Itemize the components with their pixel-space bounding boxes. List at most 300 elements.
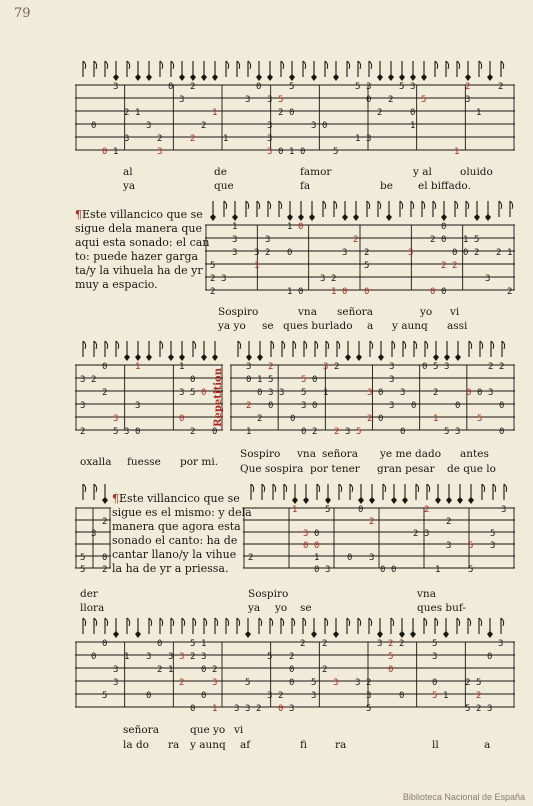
- rhythm-note-head: [102, 497, 108, 504]
- rhythm-note-head: [421, 74, 427, 81]
- fret-number: 0: [201, 665, 207, 675]
- fret-number: 1: [292, 505, 298, 515]
- fret-number: 5: [311, 678, 317, 688]
- fret-number: 5: [245, 678, 251, 688]
- fret-number: 5: [444, 427, 450, 437]
- fret-number: 3: [408, 248, 414, 258]
- tablature-system-3b: [230, 335, 515, 450]
- fret-number: 3: [325, 565, 331, 575]
- fret-number: 5: [268, 375, 274, 385]
- fret-number: 3: [246, 362, 252, 372]
- lyric-line: yo: [275, 602, 288, 614]
- lyric-line: fi: [300, 739, 308, 751]
- fret-number: 3: [487, 704, 493, 714]
- fret-number: 1: [232, 222, 238, 232]
- fret-number: 0: [312, 375, 318, 385]
- fret-number: 5: [301, 375, 307, 385]
- fret-number: 5: [190, 388, 196, 398]
- fret-number: 3: [279, 388, 285, 398]
- fret-number: 0: [278, 704, 284, 714]
- fret-number: 2: [248, 553, 254, 563]
- fret-number: 5: [432, 691, 438, 701]
- fret-number: 3: [490, 541, 496, 551]
- fret-number: 0: [190, 704, 196, 714]
- tablature-system-5: [75, 612, 515, 722]
- fret-number: 1: [201, 639, 207, 649]
- fret-number: 2: [190, 427, 196, 437]
- fret-number: 2: [256, 704, 262, 714]
- fret-number: 3: [113, 678, 119, 688]
- rhythm-note-head: [201, 74, 207, 81]
- rhythm-note-head: [311, 74, 317, 81]
- fret-number: 2: [102, 388, 108, 398]
- fret-number: 3: [265, 235, 271, 245]
- rhythm-note-head: [345, 354, 351, 361]
- fret-number: 0: [455, 401, 461, 411]
- fret-number: 3: [267, 95, 273, 105]
- fret-number: 1: [124, 652, 130, 662]
- lyric-line: ye me dado: [380, 448, 442, 460]
- lyric-line: de: [214, 166, 227, 178]
- fret-number: 1: [113, 147, 119, 157]
- fret-number: 3: [498, 639, 504, 649]
- fret-number: 5: [490, 529, 496, 539]
- note-line: sigue es el mismo: y dela: [112, 506, 252, 519]
- fret-number: 5: [267, 652, 273, 662]
- rhythm-note-head: [289, 74, 295, 81]
- fret-number: 1: [323, 388, 329, 398]
- rhythm-note-head: [443, 631, 449, 638]
- fret-number: 5: [102, 691, 108, 701]
- lyric-line: ques buf-: [417, 602, 466, 614]
- fret-number: 2: [289, 652, 295, 662]
- fret-number: 1: [507, 248, 513, 258]
- fret-number: 0: [432, 678, 438, 688]
- lyric-line: ra: [168, 739, 180, 751]
- fret-number: 0: [102, 362, 108, 372]
- rhythm-note-head: [377, 74, 383, 81]
- rhythm-note-head: [333, 74, 339, 81]
- fret-number: 0: [102, 553, 108, 563]
- note-line: muy a espacio.: [75, 278, 158, 291]
- fret-number: 5: [356, 427, 362, 437]
- fret-number: 0: [400, 427, 406, 437]
- fret-number: 0: [380, 565, 386, 575]
- fret-number: 2: [246, 401, 252, 411]
- lyric-line: af: [240, 739, 251, 751]
- fret-number: 0: [391, 565, 397, 575]
- fret-number: 3: [424, 529, 430, 539]
- fret-number: 3: [80, 401, 86, 411]
- note-line: ¶Este villancico que se: [75, 208, 203, 221]
- fret-number: 2: [366, 678, 372, 688]
- lyric-line: vi: [450, 306, 460, 318]
- fret-number: 3: [268, 388, 274, 398]
- fret-number: 2: [388, 639, 394, 649]
- fret-number: 3: [124, 427, 130, 437]
- fret-number: 5: [468, 565, 474, 575]
- rhythm-note-head: [190, 74, 196, 81]
- fret-number: 0: [190, 375, 196, 385]
- fret-number: 3: [455, 427, 461, 437]
- fret-number: 2: [474, 248, 480, 258]
- rhythm-note-head: [245, 631, 251, 638]
- fret-number: 2: [212, 665, 218, 675]
- rhythm-note-head: [212, 354, 218, 361]
- fret-number: 2: [190, 652, 196, 662]
- fret-number: 2: [102, 517, 108, 527]
- lyric-line: assi: [447, 320, 468, 332]
- fret-number: 2: [377, 108, 383, 118]
- lyric-line: y al: [413, 166, 432, 178]
- fret-number: 2: [446, 517, 452, 527]
- rhythm-note-head: [369, 497, 375, 504]
- fret-number: 5: [80, 565, 86, 575]
- fret-number: 0: [278, 147, 284, 157]
- rhythm-note-head: [457, 497, 463, 504]
- fret-number: 1: [168, 665, 174, 675]
- fret-number: 5: [325, 505, 331, 515]
- fret-number: 3: [267, 134, 273, 144]
- rhythm-note-head: [124, 354, 130, 361]
- lyric-line: al: [123, 166, 133, 178]
- fret-number: 0: [289, 108, 295, 118]
- fret-number: 2: [80, 427, 86, 437]
- fret-number: 5: [190, 639, 196, 649]
- lyric-line: oxalla: [80, 456, 112, 468]
- lyric-line: ll: [432, 739, 439, 751]
- fret-number: 3: [389, 401, 395, 411]
- lyric-line: llora: [80, 602, 105, 614]
- fret-number: 3: [135, 401, 141, 411]
- fret-number: 2: [278, 691, 284, 701]
- rhythm-note-head: [402, 497, 408, 504]
- fret-number: 2: [210, 274, 216, 284]
- fret-number: 0: [256, 82, 262, 92]
- rhythm-note-head: [232, 214, 238, 221]
- fret-number: 2: [388, 95, 394, 105]
- lyric-line: yo: [420, 306, 433, 318]
- fret-number: 5: [477, 414, 483, 424]
- lyric-line: yo: [213, 724, 226, 736]
- fret-number: 0: [201, 388, 207, 398]
- fret-number: 0: [430, 287, 436, 297]
- fret-number: 2: [452, 261, 458, 271]
- fret-number: 0: [411, 401, 417, 411]
- rhythm-note-head: [388, 74, 394, 81]
- fret-number: 0: [342, 287, 348, 297]
- fret-number: 2: [367, 414, 373, 424]
- fret-number: 0: [347, 553, 353, 563]
- fret-number: 3: [366, 82, 372, 92]
- fret-number: 1: [476, 108, 482, 118]
- lyric-line: a: [484, 739, 491, 751]
- tablature-system-3a: [75, 335, 223, 450]
- fret-number: 0: [287, 248, 293, 258]
- fret-number: 2: [496, 248, 502, 258]
- fret-number: 0: [135, 427, 141, 437]
- rhythm-note-head: [135, 631, 141, 638]
- fret-number: 2: [300, 639, 306, 649]
- tablature-system-2: [205, 195, 515, 305]
- fret-number: 5: [80, 553, 86, 563]
- fret-number: 2: [322, 639, 328, 649]
- fret-number: 0: [399, 691, 405, 701]
- lyric-line: el biffado.: [418, 180, 471, 192]
- note-line: la ha de yr a priessa.: [112, 562, 229, 575]
- fret-number: 2: [278, 108, 284, 118]
- fret-number: 0: [298, 287, 304, 297]
- fret-number: 0: [146, 691, 152, 701]
- lyric-line: vna: [298, 306, 317, 318]
- lyric-line: ya: [248, 602, 261, 614]
- rhythm-note-head: [135, 74, 141, 81]
- lyric-line: señora: [322, 448, 358, 460]
- fret-number: 0: [212, 427, 218, 437]
- fret-number: 3: [201, 652, 207, 662]
- fret-number: 3: [91, 529, 97, 539]
- fret-number: 2: [102, 565, 108, 575]
- rhythm-note-head: [146, 74, 152, 81]
- rhythm-note-head: [298, 214, 304, 221]
- tablature-system-1: [75, 55, 515, 165]
- lyric-line: que: [214, 180, 234, 192]
- fret-number: 2: [265, 248, 271, 258]
- rhythm-note-head: [212, 74, 218, 81]
- fret-number: 2: [268, 362, 274, 372]
- fret-number: 5: [474, 235, 480, 245]
- lyric-line: oluido: [460, 166, 493, 178]
- lyric-line: ques burlado: [283, 320, 353, 332]
- fret-number: 2: [91, 375, 97, 385]
- fret-number: 2: [157, 665, 163, 675]
- rhythm-note-head: [135, 354, 141, 361]
- rhythm-note-head: [474, 214, 480, 221]
- fret-number: 2: [190, 134, 196, 144]
- tablature-system-4a: [75, 478, 111, 578]
- fret-number: 3: [124, 134, 130, 144]
- fret-number: 3: [501, 505, 507, 515]
- fret-number: 3: [146, 652, 152, 662]
- lyric-line: Sospiro: [218, 306, 259, 318]
- lyric-line: Que sospira: [240, 463, 304, 475]
- fret-number: 3: [366, 691, 372, 701]
- fret-number: 0: [322, 121, 328, 131]
- fret-number: 5: [355, 82, 361, 92]
- rhythm-note-head: [311, 631, 317, 638]
- fret-number: 0: [290, 414, 296, 424]
- fret-number: 5: [476, 678, 482, 688]
- rhythm-note-head: [287, 214, 293, 221]
- fret-number: 3: [311, 121, 317, 131]
- rhythm-note-head: [377, 631, 383, 638]
- fret-number: 2: [157, 134, 163, 144]
- lyric-line: señora: [337, 306, 373, 318]
- lyric-line: vi: [234, 724, 244, 736]
- fret-number: 2: [334, 362, 340, 372]
- fret-number: 1: [223, 134, 229, 144]
- rhythm-note-head: [485, 214, 491, 221]
- folio-number: 79: [14, 6, 31, 21]
- rhythm-note-head: [356, 354, 362, 361]
- fret-number: 0: [314, 565, 320, 575]
- rhythm-note-head: [179, 74, 185, 81]
- fret-number: 0: [441, 222, 447, 232]
- fret-number: 0: [312, 401, 318, 411]
- lyric-line: fuesse: [127, 456, 161, 468]
- fret-number: 0: [441, 287, 447, 297]
- fret-number: 1: [287, 287, 293, 297]
- rhythm-note-head: [292, 497, 298, 504]
- fret-number: 3: [323, 362, 329, 372]
- fret-number: 1: [246, 427, 252, 437]
- rhythm-note-head: [113, 74, 119, 81]
- note-line: ta/y la vihuela ha de yr: [75, 264, 203, 277]
- fret-number: 2: [312, 427, 318, 437]
- rhythm-note-head: [246, 354, 252, 361]
- fret-number: 2: [413, 529, 419, 539]
- lyric-line: antes: [460, 448, 489, 460]
- lyric-line: se: [300, 602, 312, 614]
- note-line: cantar llano/y la vihue: [112, 548, 237, 561]
- fret-number: 1: [135, 108, 141, 118]
- lyric-line: ra: [335, 739, 347, 751]
- fret-number: 0: [91, 121, 97, 131]
- rhythm-note-head: [441, 214, 447, 221]
- rhythm-note-head: [378, 354, 384, 361]
- fret-number: 3: [389, 375, 395, 385]
- note-line: manera que agora esta: [112, 520, 241, 533]
- fret-number: 5: [333, 147, 339, 157]
- fret-number: 0: [246, 375, 252, 385]
- fret-number: 3: [245, 95, 251, 105]
- rhythm-note-head: [391, 497, 397, 504]
- fret-number: 0: [179, 414, 185, 424]
- fret-number: 3: [267, 691, 273, 701]
- fret-number: 3: [369, 553, 375, 563]
- lyric-line: vna: [417, 588, 436, 600]
- fret-number: 3: [333, 678, 339, 688]
- fret-number: 2: [465, 82, 471, 92]
- lyric-line: der: [80, 588, 98, 600]
- fret-number: 0: [477, 388, 483, 398]
- fret-number: 2: [210, 287, 216, 297]
- fret-number: 1: [212, 108, 218, 118]
- fret-number: 2: [465, 678, 471, 688]
- fret-number: 2: [331, 274, 337, 284]
- fret-number: 3: [400, 388, 406, 398]
- fret-number: 1: [179, 362, 185, 372]
- fret-number: 5: [465, 704, 471, 714]
- fret-number: 3: [367, 388, 373, 398]
- fret-number: 3: [179, 652, 185, 662]
- fret-number: 3: [366, 134, 372, 144]
- fret-number: 0: [300, 147, 306, 157]
- fret-number: 3: [485, 274, 491, 284]
- fret-number: 3: [432, 652, 438, 662]
- fret-number: 3: [342, 248, 348, 258]
- rhythm-note-head: [201, 354, 207, 361]
- rhythm-note-head: [399, 631, 405, 638]
- fret-number: 3: [179, 388, 185, 398]
- fret-number: 1: [135, 362, 141, 372]
- rhythm-note-head: [333, 631, 339, 638]
- fret-number: 0: [314, 529, 320, 539]
- rhythm-note-head: [113, 631, 119, 638]
- fret-number: 3: [355, 678, 361, 688]
- fret-number: 1: [410, 121, 416, 131]
- rhythm-note-head: [179, 354, 185, 361]
- fret-number: 0: [378, 414, 384, 424]
- fret-number: 2: [364, 248, 370, 258]
- fret-number: 1: [454, 147, 460, 157]
- fret-number: 3: [113, 82, 119, 92]
- fret-number: 2: [201, 121, 207, 131]
- lyric-line: be: [380, 180, 393, 192]
- paragraph-mark-icon: ¶: [75, 208, 82, 221]
- note-line: to: puede hazer garga: [75, 250, 199, 263]
- fret-number: 0: [168, 82, 174, 92]
- paragraph-mark-icon: ¶: [112, 492, 119, 505]
- fret-number: 2: [476, 691, 482, 701]
- lyric-line: y aunq: [392, 320, 428, 332]
- fret-number: 0: [298, 222, 304, 232]
- fret-number: 3: [410, 82, 416, 92]
- fret-number: 5: [113, 427, 119, 437]
- fret-number: 1: [463, 235, 469, 245]
- rhythm-note-head: [257, 354, 263, 361]
- lyric-line: famor: [300, 166, 332, 178]
- fret-number: 3: [488, 388, 494, 398]
- fret-number: 0: [487, 652, 493, 662]
- rhythm-note-head: [435, 497, 441, 504]
- fret-number: 5: [432, 639, 438, 649]
- note-line: sonado el canto: ha de: [112, 534, 238, 547]
- rhythm-note-head: [210, 214, 216, 221]
- fret-number: 0: [358, 505, 364, 515]
- lyric-line: vna: [297, 448, 316, 460]
- lyric-line: se: [262, 320, 274, 332]
- rhythm-note-head: [146, 354, 152, 361]
- rhythm-note-head: [487, 74, 493, 81]
- fret-number: 2: [430, 235, 436, 245]
- fret-number: 3: [389, 362, 395, 372]
- fret-number: 3: [301, 401, 307, 411]
- rhythm-note-head: [342, 214, 348, 221]
- fret-number: 0: [289, 678, 295, 688]
- fret-number: 2: [353, 235, 359, 245]
- fret-number: 2: [257, 414, 263, 424]
- fret-number: 1: [314, 553, 320, 563]
- lyric-line: gran pesar: [377, 463, 435, 475]
- fret-number: 1: [435, 565, 441, 575]
- fret-number: 2: [498, 82, 504, 92]
- fret-number: 3: [245, 704, 251, 714]
- fret-number: 3: [113, 665, 119, 675]
- fret-number: 0: [463, 248, 469, 258]
- fret-number: 3: [446, 541, 452, 551]
- rhythm-note-head: [446, 497, 452, 504]
- fret-number: 2: [179, 678, 185, 688]
- rhythm-note-head: [399, 74, 405, 81]
- rhythm-note-head: [256, 74, 262, 81]
- fret-number: 0: [102, 639, 108, 649]
- fret-number: 3: [80, 375, 86, 385]
- fret-number: 1: [287, 222, 293, 232]
- fret-number: 2: [322, 665, 328, 675]
- fret-number: 3: [212, 678, 218, 688]
- fret-number: 3: [444, 362, 450, 372]
